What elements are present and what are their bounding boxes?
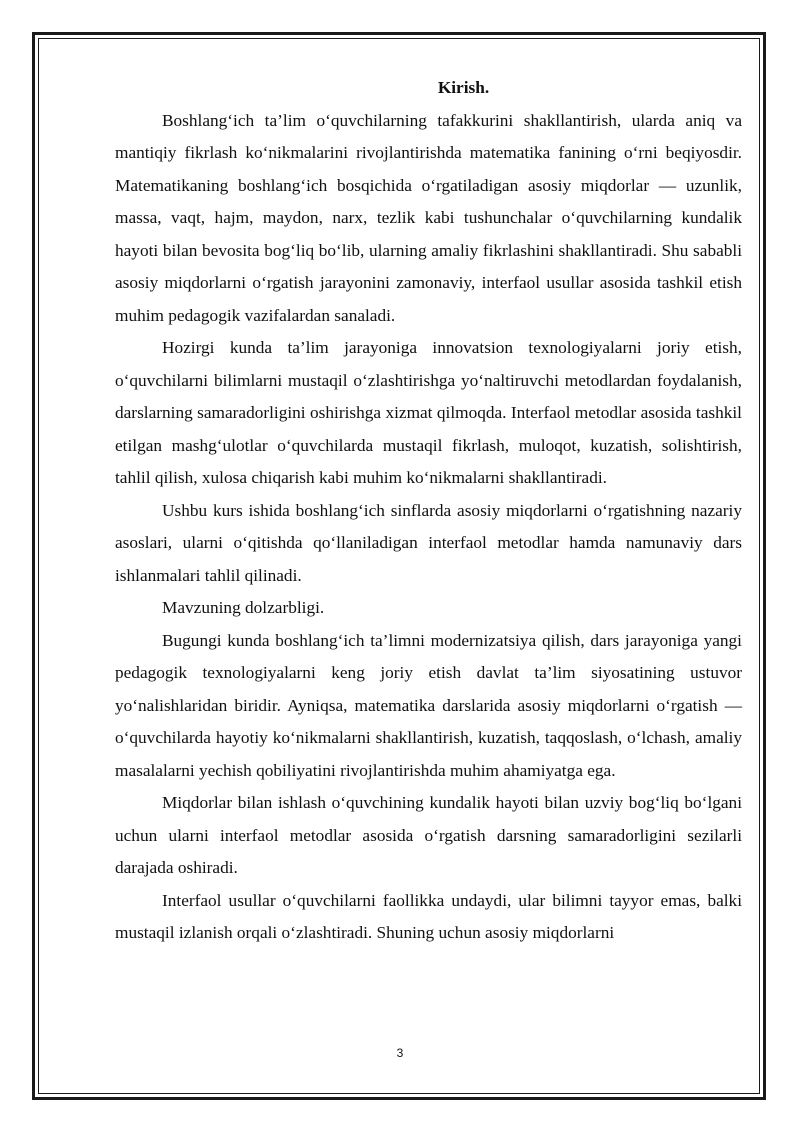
section-title: Kirish.: [437, 78, 490, 97]
subheading-relevance: Mavzuning dolzarbligi.: [162, 598, 325, 617]
paragraph-4: Bugungi kunda boshlang‘ich ta’limni modernizatsiya qilish, dars jarayoniga yangi pedagogik texnologiyalarni keng joriy etish davlat ta’lim siyosatining ustuvor yo‘nalishlaridan biridir. Ayniqsa, matematika darslarida asosiy miqdorlarni o‘rgatish — o‘quvchilarda hayotiy ko‘nikmalarni shakllantirish, kuzatish, taqqoslash, o‘lchash, amaliy masalalarni yechish qobiliyatini rivojlantirishda muhim ahamiyatga ega.: [115, 630, 742, 780]
paragraph-6: Interfaol usullar o‘quvchilarni faollikka undaydi, ular bilimni tayyor emas, balki mustaqil izlanish orqali o‘zlashtiradi. Shuning uchun asosiy miqdorlarni: [115, 890, 742, 942]
paragraph-2: Hozirgi kunda ta’lim jarayoniga innovatsion texnologiyalarni joriy etish, o‘quvchilarni bilimlarni mustaqil o‘zlashtirishga yo‘naltiruvchi metodlardan foydalanish, darslarning samaradorligini oshirishga xizmat qilmoqda. Interfaol metodlar asosida tashkil etilgan mashg‘ulotlar o‘quvchilarda mustaqil fikrlash, muloqot, kuzatish, solishtirish, tahlil qilish, xulosa chiqarish kabi muhim ko‘nikmalarni shakllantiradi.: [115, 338, 742, 487]
paragraph-5: Miqdorlar bilan ishlash o‘quvchining kundalik hayoti bilan uzviy bog‘liq bo‘lgani uchun ularni interfaol metodlar asosida o‘rgatish darsning samaradorligini sezilarli darajada oshiradi.: [115, 793, 742, 877]
document-body: [115, 72, 742, 950]
paragraph-1: Boshlang‘ich ta’lim o‘quvchilarning tafakkurini shakllantirish, ularda aniq va mantiqiy fikrlash ko‘nikmalarini rivojlantirishda matematika fanining o‘rni beqiyosdir. Matematikaning boshlang‘ich bosqichida o‘rgatiladigan asosiy miqdorlar — uzunlik, massa, vaqt, hajm, maydon, narx, tezlik kabi tushunchalar o‘quvchilarning kundalik hayoti bilan bevosita bog‘liq bo‘lib, ularning amaliy fikrlashini shakllantiradi. Shu sababli asosiy miqdorlarni o‘rgatish jarayonini zamonaviy, interfaol usullar asosida tashkil etish muhim pedagogik vazifalardan sanaladi.: [115, 110, 742, 325]
page-number: 3: [396, 1046, 404, 1060]
paragraph-3: Ushbu kurs ishida boshlang‘ich sinflarda asosiy miqdorlarni o‘rgatishning nazariy asoslari, ularni o‘qitishda qo‘llaniladigan interfaol metodlar hamda namunaviy dars ishlanmalari tahlil qilinadi.: [115, 500, 742, 585]
